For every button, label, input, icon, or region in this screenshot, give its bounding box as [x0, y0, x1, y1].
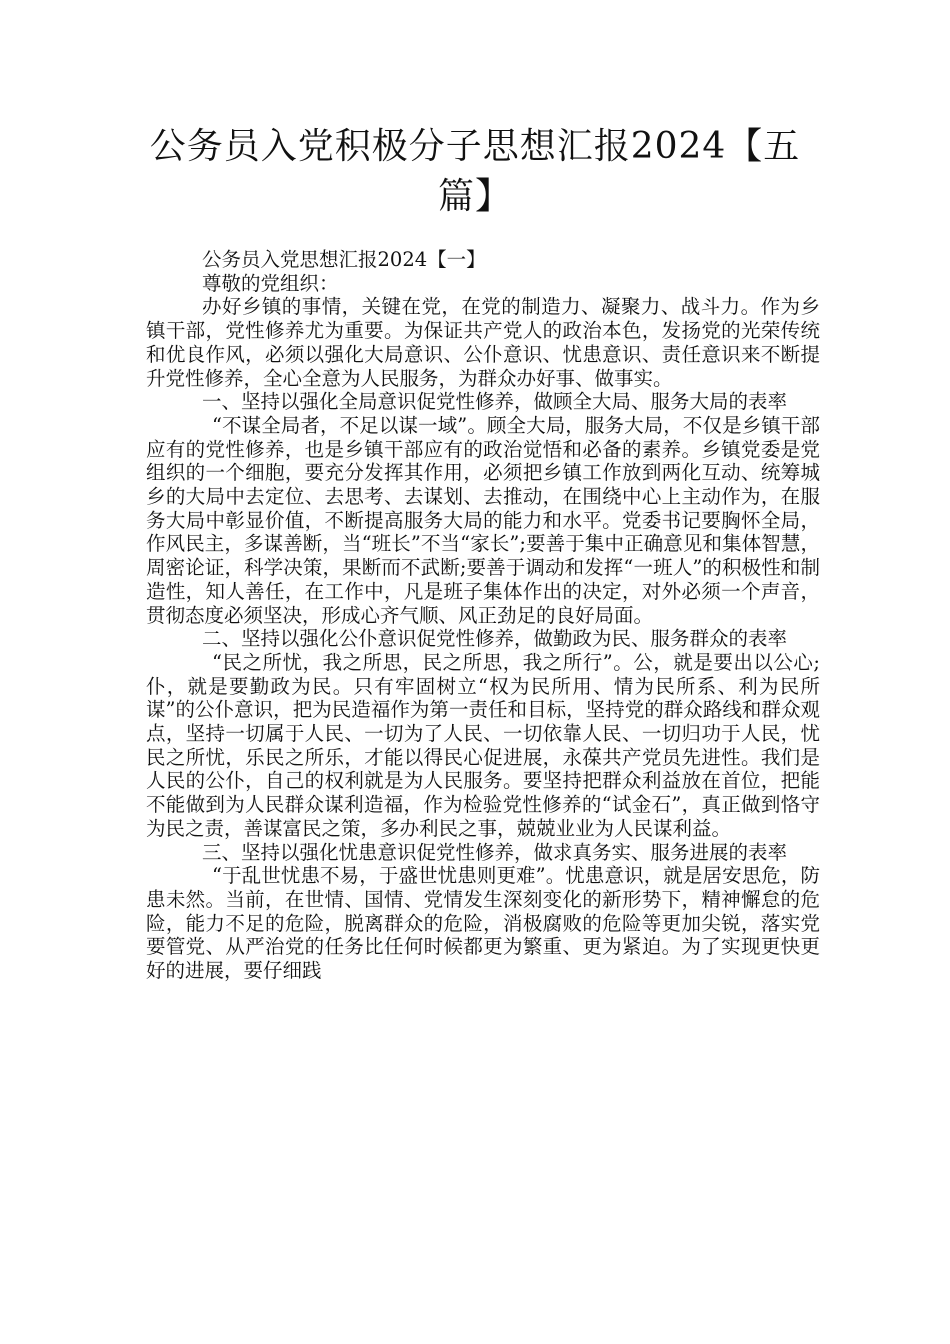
body-paragraph: “民之所忧，我之所思，民之所思，我之所行”。公，就是要出以公心;仆，就是要勤政为民。只有牢固树立“权为民所用、情为民所系、利为民所谋”的公仆意识，把为民造福作为第一责任和目标，坚持党的群众路线和群众观点，坚持一切属于人民、一切为了人民、一切依靠人民、一切归功于人民，忧民之所忧，乐民之所乐，才能以得民心促进展，永葆共产党员先进性。我们是人民的公仆，自己的权利就是为人民服务。要坚持把群众利益放在首位，把能不能做到为人民群众谋利造福，作为检验党性修养的“试金石”，真正做到恪守为民之责，善谋富民之策，多办利民之事，兢兢业业为人民谋利益。 — [146, 650, 820, 840]
body-paragraph: “于乱世忧患不易，于盛世忧患则更难”。忧患意识，就是居安思危，防患未然。当前，在世情、国情、党情发生深刻变化的新形势下，精神懈怠的危险，能力不足的危险，脱离群众的危险，消极腐败的危险等更加尖锐，落实党要管党、从严治党的任务比任何时候都更为繁重、更为紧迫。为了实现更快更好的进展，要仔细践 — [146, 864, 820, 983]
point-heading: 三、坚持以强化忧患意识促党性修养，做求真务实、服务进展的表率 — [202, 840, 788, 864]
salutation: 尊敬的党组织： — [202, 271, 339, 295]
point-heading: 一、坚持以强化全局意识促党性修养，做顾全大局、服务大局的表率 — [202, 390, 788, 414]
document-title: 公务员入党积极分子思想汇报2024【五篇】 — [149, 126, 801, 217]
document-body — [146, 248, 820, 983]
body-paragraph: “不谋全局者，不足以谋一域”。顾全大局，服务大局，不仅是乡镇干部应有的党性修养，也是乡镇干部应有的政治觉悟和必备的素养。乡镇党委是党组织的一个细胞，要充分发挥其作用，必须把乡镇工作放到两化互动、统筹城乡的大局中去定位、去思考、去谋划、去推动，在围绕中心上主动作为，在服务大局中彰显价值，不断提高服务大局的能力和水平。党委书记要胸怀全局，作风民主，多谋善断，当“班长”不当“家长”;要善于集中正确意见和集体智慧，周密论证，科学决策，果断而不武断;要善于调动和发挥“一班人”的积极性和制造性，知人善任，在工作中，凡是班子集体作出的决定，对外必须一个声音，贯彻态度必须坚决，形成心齐气顺、风正劲足的良好局面。 — [146, 413, 820, 627]
section-heading: 公务员入党思想汇报2024【一】 — [202, 248, 486, 271]
point-heading: 二、坚持以强化公仆意识促党性修养，做勤政为民、服务群众的表率 — [202, 627, 788, 651]
body-paragraph: 办好乡镇的事情，关键在党，在党的制造力、凝聚力、战斗力。作为乡镇干部，党性修养尤为重要。为保证共产党人的政治本色，发扬党的光荣传统和优良作风，必须以强化大局意识、公仆意识、忧患意识、责任意识来不断提升党性修养，全心全意为人民服务，为群众办好事、做事实。 — [146, 295, 820, 390]
